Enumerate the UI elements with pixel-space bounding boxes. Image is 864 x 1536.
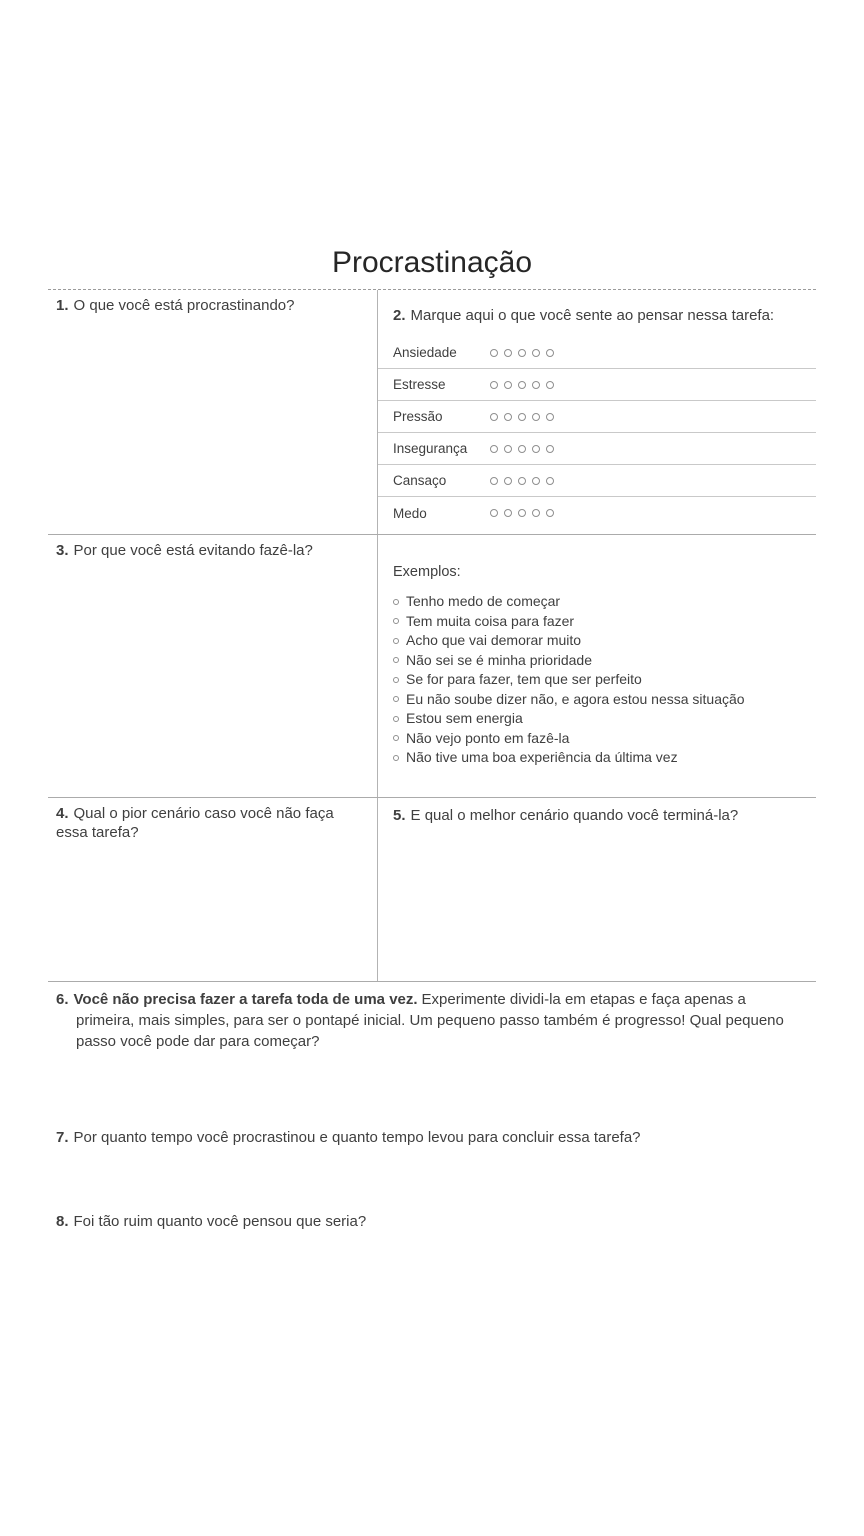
emotion-label: Insegurança bbox=[393, 441, 468, 456]
rating-circle-icon[interactable] bbox=[518, 477, 526, 485]
question-8 bbox=[48, 1211, 816, 1232]
list-item bbox=[393, 631, 816, 651]
bullet-circle-icon bbox=[393, 599, 399, 605]
rating-circle-icon[interactable] bbox=[490, 477, 498, 485]
question-3-number: 3. bbox=[56, 542, 69, 559]
example-text: Tenho medo de começar bbox=[406, 593, 561, 609]
rating-circle-icon[interactable] bbox=[518, 509, 526, 517]
examples-heading: Exemplos: bbox=[393, 564, 461, 580]
emotion-label: Medo bbox=[393, 505, 427, 521]
question-6 bbox=[48, 982, 816, 1052]
rating-circle-icon[interactable] bbox=[490, 349, 498, 357]
example-text: Acho que vai demorar muito bbox=[406, 632, 582, 648]
question-5-text: E qual o melhor cenário quando você terminá-la? bbox=[410, 807, 739, 824]
emotion-row-ansiedade bbox=[378, 337, 816, 369]
worksheet-content bbox=[48, 246, 816, 1232]
emotion-row-pressao bbox=[378, 401, 816, 433]
question-7 bbox=[48, 1127, 816, 1148]
form-row-3 bbox=[48, 798, 816, 982]
emotion-row-estresse bbox=[378, 369, 816, 401]
rating-circle-icon[interactable] bbox=[532, 477, 540, 485]
emotion-row-medo bbox=[378, 497, 816, 529]
question-5 bbox=[393, 806, 802, 825]
question-4-text: Qual o pior cenário caso você não faça essa tarefa? bbox=[56, 805, 334, 841]
bullet-circle-icon bbox=[393, 638, 399, 644]
question-3 bbox=[56, 541, 369, 560]
question-5-number: 5. bbox=[393, 807, 406, 824]
question-2-text: Marque aqui o que você sente ao pensar nessa tarefa: bbox=[410, 307, 775, 324]
rating-circle-icon[interactable] bbox=[532, 413, 540, 421]
bullet-circle-icon bbox=[393, 735, 399, 741]
example-text: Eu não soube dizer não, e agora estou nessa situação bbox=[406, 690, 745, 707]
rating-scale bbox=[490, 509, 554, 517]
question-3-cell bbox=[48, 535, 378, 797]
emotion-row-inseguranca bbox=[378, 433, 816, 465]
rating-circle-icon[interactable] bbox=[546, 445, 554, 453]
examples-list bbox=[393, 592, 816, 768]
question-8-number: 8. bbox=[56, 1213, 69, 1230]
rating-circle-icon[interactable] bbox=[518, 413, 526, 421]
rating-scale bbox=[490, 445, 554, 453]
list-item bbox=[393, 729, 816, 749]
question-4-number: 4. bbox=[56, 805, 69, 822]
rating-circle-icon[interactable] bbox=[532, 445, 540, 453]
examples-cell bbox=[378, 535, 816, 797]
question-6-text: Experimente dividi-la em etapas e faça apenas a primeira, mais simples, para ser o pontapé inicial. Um pequeno passo também é progresso! Qual pequeno passo você pode dar para começar? bbox=[76, 991, 784, 1050]
list-item bbox=[393, 690, 816, 710]
rating-circle-icon[interactable] bbox=[504, 349, 512, 357]
question-5-cell bbox=[378, 798, 816, 981]
rating-circle-icon[interactable] bbox=[518, 349, 526, 357]
question-6-bold-text: Você não precisa fazer a tarefa toda de uma vez. bbox=[73, 991, 418, 1008]
rating-circle-icon[interactable] bbox=[546, 413, 554, 421]
question-2 bbox=[393, 306, 816, 325]
rating-circle-icon[interactable] bbox=[504, 381, 512, 389]
example-text: Estou sem energia bbox=[406, 710, 523, 726]
list-item bbox=[393, 709, 816, 729]
rating-circle-icon[interactable] bbox=[546, 349, 554, 357]
example-text: Não tive uma boa experiência da última vez bbox=[406, 749, 678, 765]
emotion-rating-table bbox=[378, 337, 816, 529]
list-item bbox=[393, 748, 816, 768]
question-2-number: 2. bbox=[393, 307, 406, 324]
rating-circle-icon[interactable] bbox=[504, 445, 512, 453]
form-row-2 bbox=[48, 535, 816, 798]
rating-circle-icon[interactable] bbox=[532, 381, 540, 389]
bullet-circle-icon bbox=[393, 696, 399, 702]
rating-circle-icon[interactable] bbox=[504, 477, 512, 485]
question-1-cell bbox=[48, 290, 378, 534]
rating-scale bbox=[490, 381, 554, 389]
rating-circle-icon[interactable] bbox=[504, 509, 512, 517]
rating-circle-icon[interactable] bbox=[490, 445, 498, 453]
question-1-text: O que você está procrastinando? bbox=[73, 297, 295, 314]
emotion-label: Cansaço bbox=[393, 473, 447, 488]
rating-circle-icon[interactable] bbox=[504, 413, 512, 421]
emotion-label: Pressão bbox=[393, 409, 443, 424]
rating-scale bbox=[490, 477, 554, 485]
question-4-cell bbox=[48, 798, 378, 981]
rating-circle-icon[interactable] bbox=[518, 381, 526, 389]
rating-circle-icon[interactable] bbox=[490, 381, 498, 389]
bullet-circle-icon bbox=[393, 755, 399, 761]
list-item bbox=[393, 592, 816, 612]
bullet-circle-icon bbox=[393, 677, 399, 683]
emotion-label: Estresse bbox=[393, 377, 446, 392]
bullet-circle-icon bbox=[393, 716, 399, 722]
example-text: Se for para fazer, tem que ser perfeito bbox=[406, 671, 642, 687]
page-title: Procrastinação bbox=[331, 246, 533, 279]
bullet-circle-icon bbox=[393, 657, 399, 663]
question-3-text: Por que você está evitando fazê-la? bbox=[73, 542, 313, 559]
list-item bbox=[393, 612, 816, 632]
list-item bbox=[393, 651, 816, 671]
bullet-circle-icon bbox=[393, 618, 399, 624]
question-7-text: Por quanto tempo você procrastinou e quanto tempo levou para concluir essa tarefa? bbox=[73, 1129, 641, 1146]
question-2-cell bbox=[378, 290, 816, 534]
question-4 bbox=[56, 804, 369, 842]
emotion-label: Ansiedade bbox=[393, 345, 457, 360]
rating-circle-icon[interactable] bbox=[490, 413, 498, 421]
question-8-text: Foi tão ruim quanto você pensou que seria? bbox=[73, 1213, 367, 1230]
rating-circle-icon[interactable] bbox=[518, 445, 526, 453]
question-7-number: 7. bbox=[56, 1129, 69, 1146]
example-text: Não vejo ponto em fazê-la bbox=[406, 729, 570, 746]
rating-circle-icon[interactable] bbox=[490, 509, 498, 517]
rating-circle-icon[interactable] bbox=[546, 477, 554, 485]
example-text: Não sei se é minha prioridade bbox=[406, 651, 592, 668]
rating-scale bbox=[490, 413, 554, 421]
rating-circle-icon[interactable] bbox=[532, 509, 540, 517]
form-row-1 bbox=[48, 290, 816, 535]
list-item bbox=[393, 670, 816, 690]
question-6-number: 6. bbox=[56, 991, 69, 1008]
emotion-row-cansaco bbox=[378, 465, 816, 497]
rating-scale bbox=[490, 349, 554, 357]
question-1-number: 1. bbox=[56, 297, 69, 314]
examples-block bbox=[393, 563, 816, 768]
rating-circle-icon[interactable] bbox=[532, 349, 540, 357]
rating-circle-icon[interactable] bbox=[546, 509, 554, 517]
rating-circle-icon[interactable] bbox=[546, 381, 554, 389]
example-text: Tem muita coisa para fazer bbox=[406, 612, 575, 629]
question-1 bbox=[56, 296, 369, 315]
